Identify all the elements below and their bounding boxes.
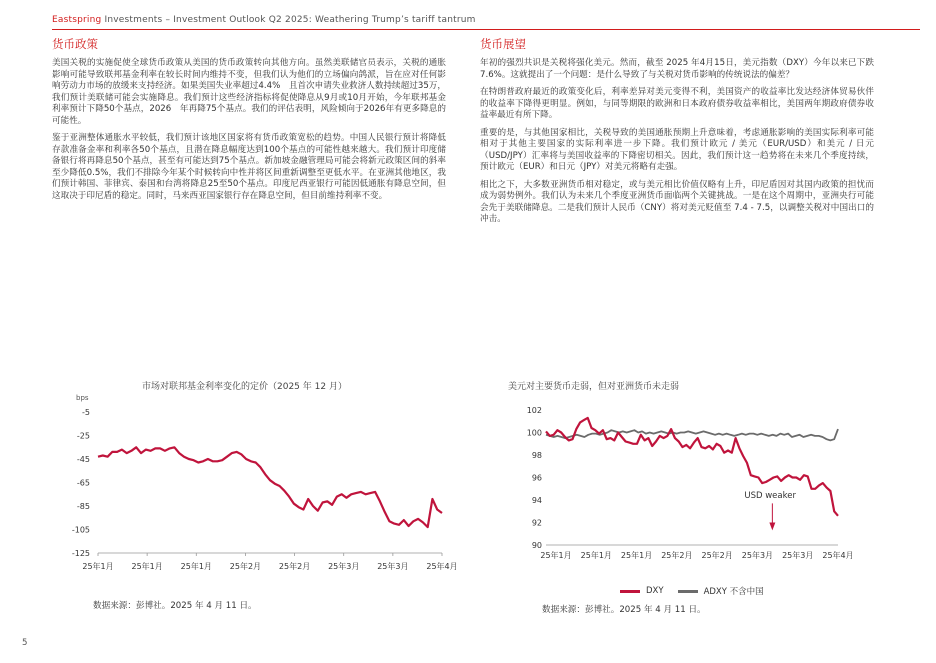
y-tick-label: -5 [82, 408, 90, 417]
y-tick-label: 98 [531, 451, 542, 460]
chart-source-left: 数据来源：彭博社。2025 年 4 月 11 日。 [93, 601, 257, 611]
annotation-usd-weaker: USD weaker [744, 490, 796, 501]
legend-label-dxy: DXY [646, 586, 664, 596]
usd-chart [520, 400, 860, 570]
y-tick-label: -65 [76, 478, 90, 488]
x-tick-label: 25年1月 [180, 562, 212, 571]
chart-title-fed-funds: 市场对联邦基金利率变化的定价（2025 年 12 月） [142, 382, 347, 392]
x-tick-label: 25年2月 [701, 551, 733, 560]
y-tick-label: 100 [526, 428, 542, 438]
report-header [52, 15, 476, 25]
fed-funds-chart [60, 392, 460, 582]
y-tick-label: -105 [71, 525, 90, 535]
x-tick-label: 25年1月 [540, 551, 572, 560]
header-title: Investments – Investment Outlook Q2 2025: Weathering Trump’s tariff tantrum [101, 15, 476, 25]
right-section [480, 36, 874, 232]
header-rule [52, 29, 920, 30]
header-brand: Eastspring [52, 15, 102, 25]
x-tick-label: 25年4月 [822, 551, 854, 560]
paragraph: 鉴于亚洲整体通胀水平较低，我们预计该地区国家将有货币政策宽松的趋势。中国人民银行预计将降低存款准备金率和利率各50个基点，且潜在降息幅度达到100个基点的可能性越来越大。我们预计印度储备银行将再降息50个基点，甚至有可能达到75个基点。新加坡金融管理局可能会将新元政策区间的斜率至少降低0.5%，我们不排除今年某个时候转向中性并将区间重新调整至更低水平。在亚洲其他地区，我们预计韩国、菲律宾、泰国和台湾将降息25至50个基点。印度尼西亚银行可能因低通胀有降息空间，但这取决于印尼盾的稳定。同时，马来西亚国家银行存在降息空间，但目前维持利率不变。 [52, 133, 446, 201]
page-number: 5 [22, 638, 28, 648]
series-line-fed-funds [98, 447, 442, 527]
section-title-currency-outlook: 货币展望 [480, 37, 526, 51]
annotation-arrow-head [769, 523, 775, 531]
legend-swatch-dxy [620, 590, 640, 593]
chart-title-usd: 美元对主要货币走弱，但对亚洲货币未走弱 [508, 382, 680, 392]
series-line-adxy [546, 429, 838, 440]
paragraph: 年初的强烈共识是关税将强化美元。然而，截至 2025 年4月15日，美元指数（DXY）今年以来已下跌 7.6%。这就提出了一个问题：是什么导致了与关税对货币影响的传统说法的偏差？ [480, 58, 874, 80]
chart-source-right: 数据来源：彭博社。2025 年 4 月 11 日。 [542, 605, 706, 615]
y-tick-label: 94 [531, 496, 542, 505]
chart-legend [620, 585, 764, 597]
y-tick-label: -85 [76, 502, 90, 511]
y-tick-label: 102 [526, 406, 542, 415]
y-tick-label: -45 [76, 455, 90, 464]
paragraph: 美国关税的实施促使全球货币政策从美国的货币政策转向其他方向。虽然美联储官员表示，关税的通胀影响可能导致联邦基金利率在较长时间内维持不变，但我们认为他们的立场偏向鸽派，旨在应对任何影响劳动力市场的放缓来支持经济。如果美国失业率超过4.4% 且首次申请失业救济人数持续超过35万，我们预计美联储可能会实施降息。我们预计这些经济指标将促使降息从9月或10月开始，今年联邦基金利率预计下降50个基点，2026 年再降75个基点。我们的评估表明，风险倾向于2026年有更多降息的可能性。 [52, 58, 446, 126]
y-axis-unit: bps [76, 394, 89, 402]
paragraph: 在特朗普政府最近的政策变化后，利率差异对美元变得不利，美国资产的收益率比发达经济体贸易伙伴的收益率下降得更明显。例如，与同等期限的欧洲和日本政府债券收益率相比，美国两年期政府债券收益率最近有所下降。 [480, 87, 874, 120]
y-tick-label: 90 [531, 541, 542, 550]
legend-swatch-adxy [678, 590, 698, 593]
x-tick-label: 25年3月 [741, 551, 774, 560]
x-tick-label: 25年3月 [328, 562, 360, 571]
left-section [52, 36, 446, 208]
x-tick-label: 25年4月 [426, 562, 458, 571]
x-tick-label: 25年1月 [131, 562, 163, 571]
x-tick-label: 25年1月 [620, 551, 653, 560]
paragraph: 相比之下，大多数亚洲货币相对稳定，或与美元相比价值仅略有上升，印尼盾因对其国内政策的担忧而成为弱势例外。我们认为未来几个季度亚洲货币面临两个关键挑战。一是在这个周期中，亚洲央行可能会先于美联储降息。二是我们预计人民币（CNY）将对美元贬值至 7.4 - 7.5，以调整关税对中国出口的冲击。 [480, 179, 874, 224]
y-tick-label: 92 [531, 518, 542, 528]
y-tick-label: -25 [76, 431, 90, 441]
x-tick-label: 25年2月 [229, 562, 262, 571]
x-tick-label: 25年3月 [782, 551, 814, 560]
y-tick-label: -125 [71, 549, 90, 558]
paragraph: 重要的是，与其他国家相比，关税导致的美国通胀预期上升意味着，考虑通胀影响的美国实际利率可能相对于其他主要国家的实际利率进一步下降。我们预计欧元 / 美元（EUR/USD）和美元 / 日元（USD/JPY）汇率将与美国收益率的下降密切相关。因此，我们预计这一趋势将在未来几个季度持续，预计欧元（EUR）和日元（JPY）对美元将略有走强。 [480, 127, 874, 172]
section-title-monetary-policy: 货币政策 [52, 37, 98, 51]
y-tick-label: 96 [531, 473, 542, 483]
legend-label-adxy: ADXY 不含中国 [703, 587, 764, 597]
x-tick-label: 25年1月 [580, 551, 612, 560]
x-tick-label: 25年2月 [661, 551, 693, 560]
x-tick-label: 25年3月 [377, 562, 409, 571]
x-tick-label: 25年2月 [278, 562, 311, 571]
x-tick-label: 25年1月 [82, 562, 114, 571]
